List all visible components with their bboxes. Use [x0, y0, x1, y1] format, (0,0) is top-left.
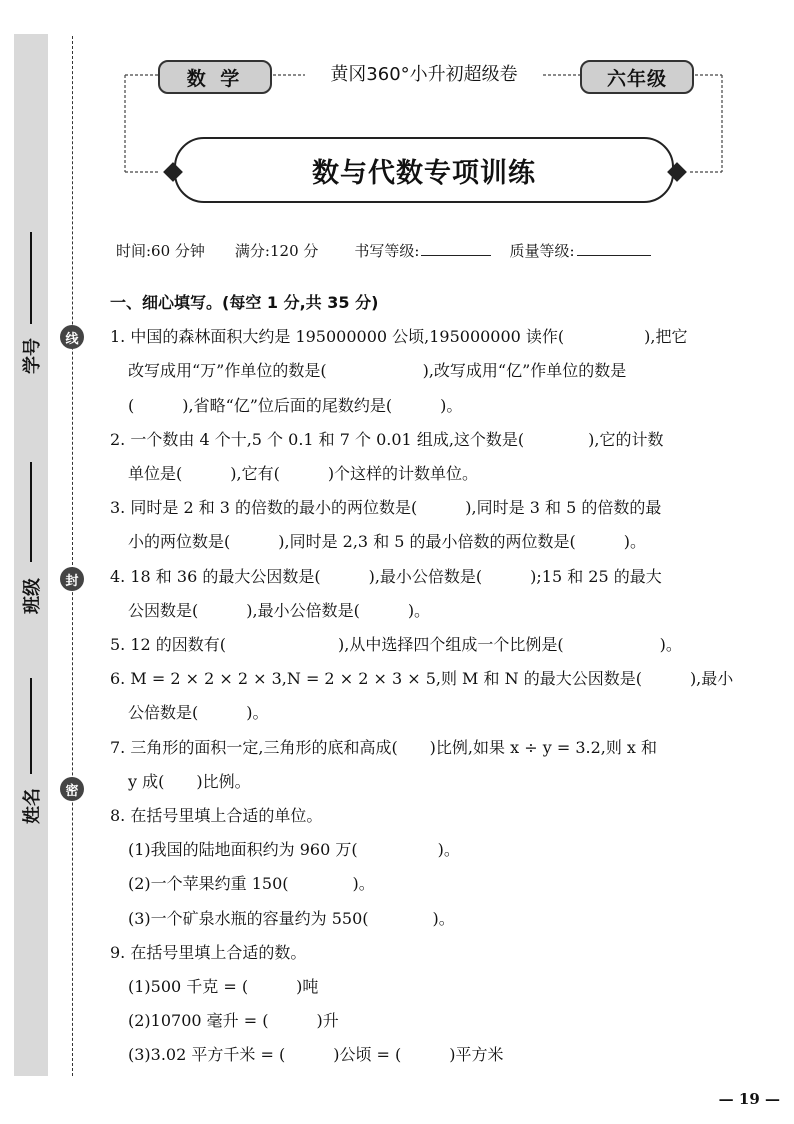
q7-line1: 7. 三角形的面积一定,三角形的底和高成( )比例,如果 x ÷ y = 3.2,则 x 和: [110, 737, 658, 757]
q8-sub2: (2)一个苹果约重 150( )。: [128, 874, 375, 894]
question-4: [110, 560, 735, 628]
name-blank: [30, 678, 32, 774]
question-7: [110, 731, 735, 799]
q9-sub1: (1)500 千克 = ( )吨: [128, 977, 319, 997]
q6-line2: 公倍数是( )。: [128, 703, 269, 723]
page-title: 数与代数专项训练: [174, 137, 674, 203]
q5-line1: 5. 12 的因数有( ),从中选择四个组成一个比例是( )。: [110, 635, 682, 655]
section-title: 一、细心填写。(每空 1 分,共 35 分): [110, 293, 379, 312]
q1-line1: 1. 中国的森林面积大约是 195000000 公顷,195000000 读作( ),把它: [110, 327, 688, 347]
q2-line1: 2. 一个数由 4 个十,5 个 0.1 和 7 个 0.01 组成,这个数是( ),它的计数: [110, 429, 664, 449]
subject-pill: 数 学: [158, 60, 272, 94]
name-label: 姓名: [22, 788, 43, 824]
score-info: 满分:120 分: [234, 242, 319, 260]
question-section: [110, 286, 735, 1073]
q7-line2: y 成( )比例。: [128, 771, 251, 791]
q6-line1: 6. M = 2 × 2 × 2 × 3,N = 2 × 2 × 3 × 5,则 M 和 N 的最大公因数是( ),最小: [110, 669, 734, 689]
q1-line2: 改写成用“万”作单位的数是( ),改写成用“亿”作单位的数是: [128, 361, 627, 381]
q8-sub1: (1)我国的陆地面积约为 960 万( )。: [128, 840, 460, 860]
q9-line1: 9. 在括号里填上合适的数。: [110, 942, 307, 962]
question-3: [110, 491, 735, 559]
q9-sub2: (2)10700 毫升 = ( )升: [128, 1011, 339, 1031]
question-8: [110, 799, 735, 936]
q2-line2: 单位是( ),它有( )个这样的计数单位。: [128, 464, 479, 484]
quality-grade-blank[interactable]: [577, 254, 651, 256]
student-id-blank: [30, 232, 32, 324]
class-label: 班级: [22, 578, 43, 614]
grade-pill: 六年级: [580, 60, 694, 94]
page-number: — 19 —: [718, 1090, 780, 1108]
question-6: [110, 662, 735, 730]
student-id-label: 学号: [22, 338, 43, 374]
binding-dashed-line: [72, 36, 73, 1076]
q1-line3: ( ),省略“亿”位后面的尾数约是( )。: [128, 395, 463, 415]
series-title: 黄冈360°小升初超级卷: [330, 64, 518, 85]
q9-sub3: (3)3.02 平方千米 = ( )公顷 = ( )平方米: [128, 1045, 504, 1065]
seal-seal-mark: 封: [60, 567, 84, 591]
writing-grade-blank[interactable]: [421, 254, 491, 256]
question-1: [110, 320, 735, 423]
seal-line-mark: 线: [60, 325, 84, 349]
q4-line2: 公因数是( ),最小公倍数是( )。: [128, 600, 431, 620]
q3-line1: 3. 同时是 2 和 3 的倍数的最小的两位数是( ),同时是 3 和 5 的倍数的最: [110, 498, 662, 518]
class-blank: [30, 462, 32, 562]
q3-line2: 小的两位数是( ),同时是 2,3 和 5 的最小倍数的两位数是( )。: [128, 532, 647, 552]
q8-line1: 8. 在括号里填上合适的单位。: [110, 806, 323, 826]
seal-secret-mark: 密: [60, 777, 84, 801]
question-2: [110, 423, 735, 491]
q4-line1: 4. 18 和 36 的最大公因数是( ),最小公倍数是( );15 和 25 的最大: [110, 566, 662, 586]
time-info: 时间:60 分钟: [116, 242, 205, 260]
question-9: [110, 936, 735, 1073]
question-5: [110, 628, 735, 662]
writing-grade-label: 书写等级:: [354, 242, 420, 260]
exam-info-row: [116, 240, 651, 261]
q8-sub3: (3)一个矿泉水瓶的容量约为 550( )。: [128, 908, 455, 928]
quality-grade-label: 质量等级:: [509, 242, 575, 260]
